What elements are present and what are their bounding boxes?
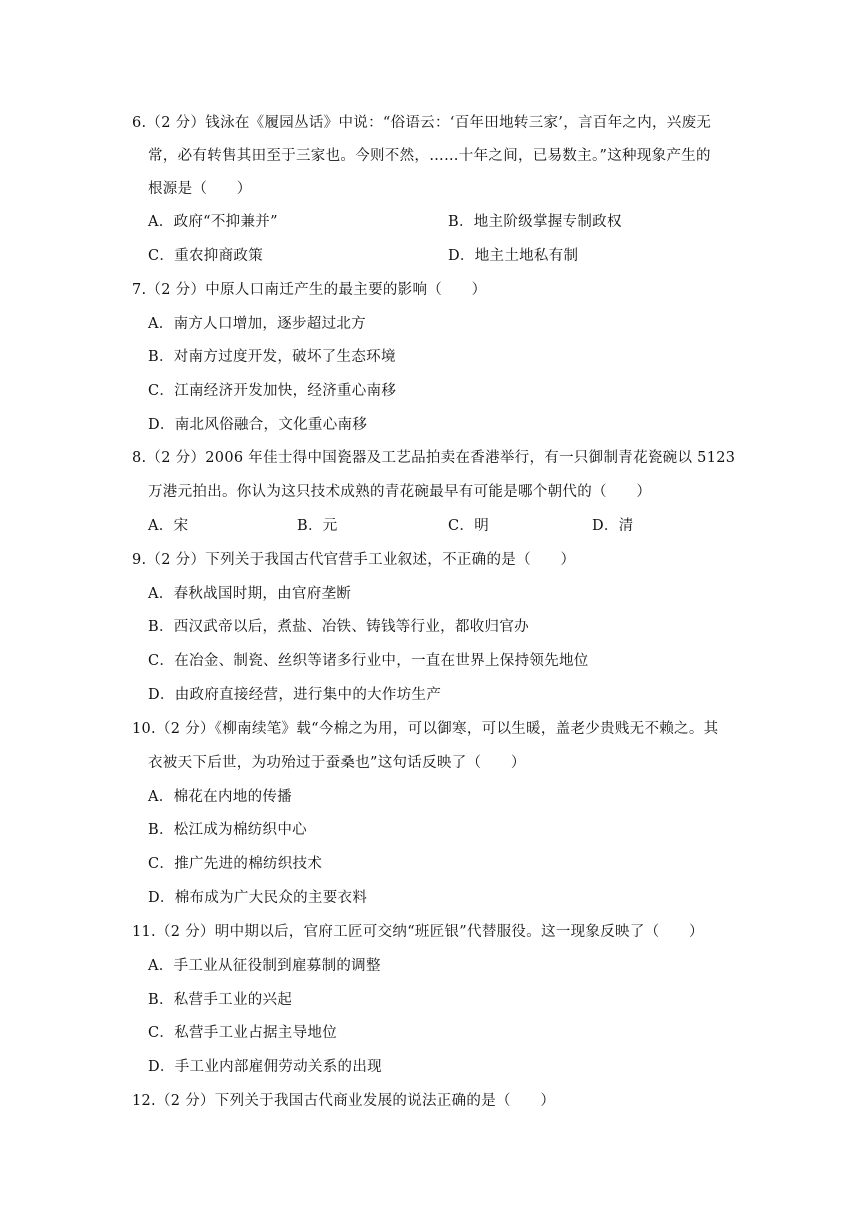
option-d: D．南北风俗融合，文化重心南移 [148,417,368,433]
option-d: D．清 [592,518,634,534]
question-10-text-cont: 衣被天下后世，为功殆过于蚕桑也”这句话反映了（ ） [148,755,526,771]
question-8-text-cont: 万港元拍出。你认为这只技术成熟的青花碗最早有可能是哪个朝代的（ ） [148,484,652,500]
question-6-text: 6.（2 分）钱泳在《履园丛话》中说：“俗语云：‘百年田地转三家’，言百年之内，兴废无 [132,115,712,131]
question-6-text-cont: 根源是（ ） [148,181,252,197]
option-a: A．政府“不抑兼并” [148,214,278,230]
option-c: C．重农抑商政策 [148,248,263,264]
option-d: D．手工业内部雇佣劳动关系的出现 [148,1059,382,1075]
option-b: B．西汉武帝以后，煮盐、冶铁、铸钱等行业，都收归官办 [148,619,529,635]
option-d: D．由政府直接经营，进行集中的大作坊生产 [148,687,442,703]
option-c: C．推广先进的棉纺织技术 [148,856,323,872]
option-b: B．地主阶级掌握专制政权 [448,214,622,230]
question-11-text: 11.（2 分）明中期以后，官府工匠可交纳“班匠银”代替服役。这一现象反映了（ ） [132,924,704,940]
option-c: C．江南经济开发加快，经济重心南移 [148,383,397,399]
question-8-text: 8.（2 分）2006 年佳士得中国瓷器及工艺品拍卖在香港举行，有一只御制青花瓷碗以 5123 [132,450,736,466]
option-b: B．元 [297,518,338,534]
option-a: A．棉花在内地的传播 [148,789,292,805]
option-a: A．南方人口增加，逐步超过北方 [148,316,366,332]
option-c: C．私营手工业占据主导地位 [148,1025,337,1041]
option-a: A．宋 [148,518,189,534]
question-6-text-cont: 常，必有转售其田至于三家也。今则不然，……十年之间，已易数主。”这种现象产生的 [148,148,711,164]
question-7-text: 7.（2 分）中原人口南迁产生的最主要的影响（ ） [132,282,487,298]
option-d: D．地主土地私有制 [448,248,579,264]
option-a: A．春秋战国时期，由官府垄断 [148,586,352,602]
option-c: C．在冶金、制瓷、丝织等诸多行业中，一直在世界上保持领先地位 [148,653,589,669]
question-9-text: 9.（2 分）下列关于我国古代官营手工业叙述，不正确的是（ ） [132,552,576,568]
option-a: A．手工业从征役制到雇募制的调整 [148,958,381,974]
option-b: B．松江成为棉纺织中心 [148,822,307,838]
question-10-text: 10.（2 分）《柳南续笔》载“今棉之为用，可以御寒，可以生暖，盖老少贵贱无不赖之。其 [132,721,719,737]
option-c: C．明 [448,518,489,534]
option-b: B．对南方过度开发，破坏了生态环境 [148,349,396,365]
question-12-text: 12.（2 分）下列关于我国古代商业发展的说法正确的是（ ） [132,1093,556,1109]
option-d: D．棉布成为广大民众的主要衣料 [148,890,368,906]
option-b: B．私营手工业的兴起 [148,992,293,1008]
